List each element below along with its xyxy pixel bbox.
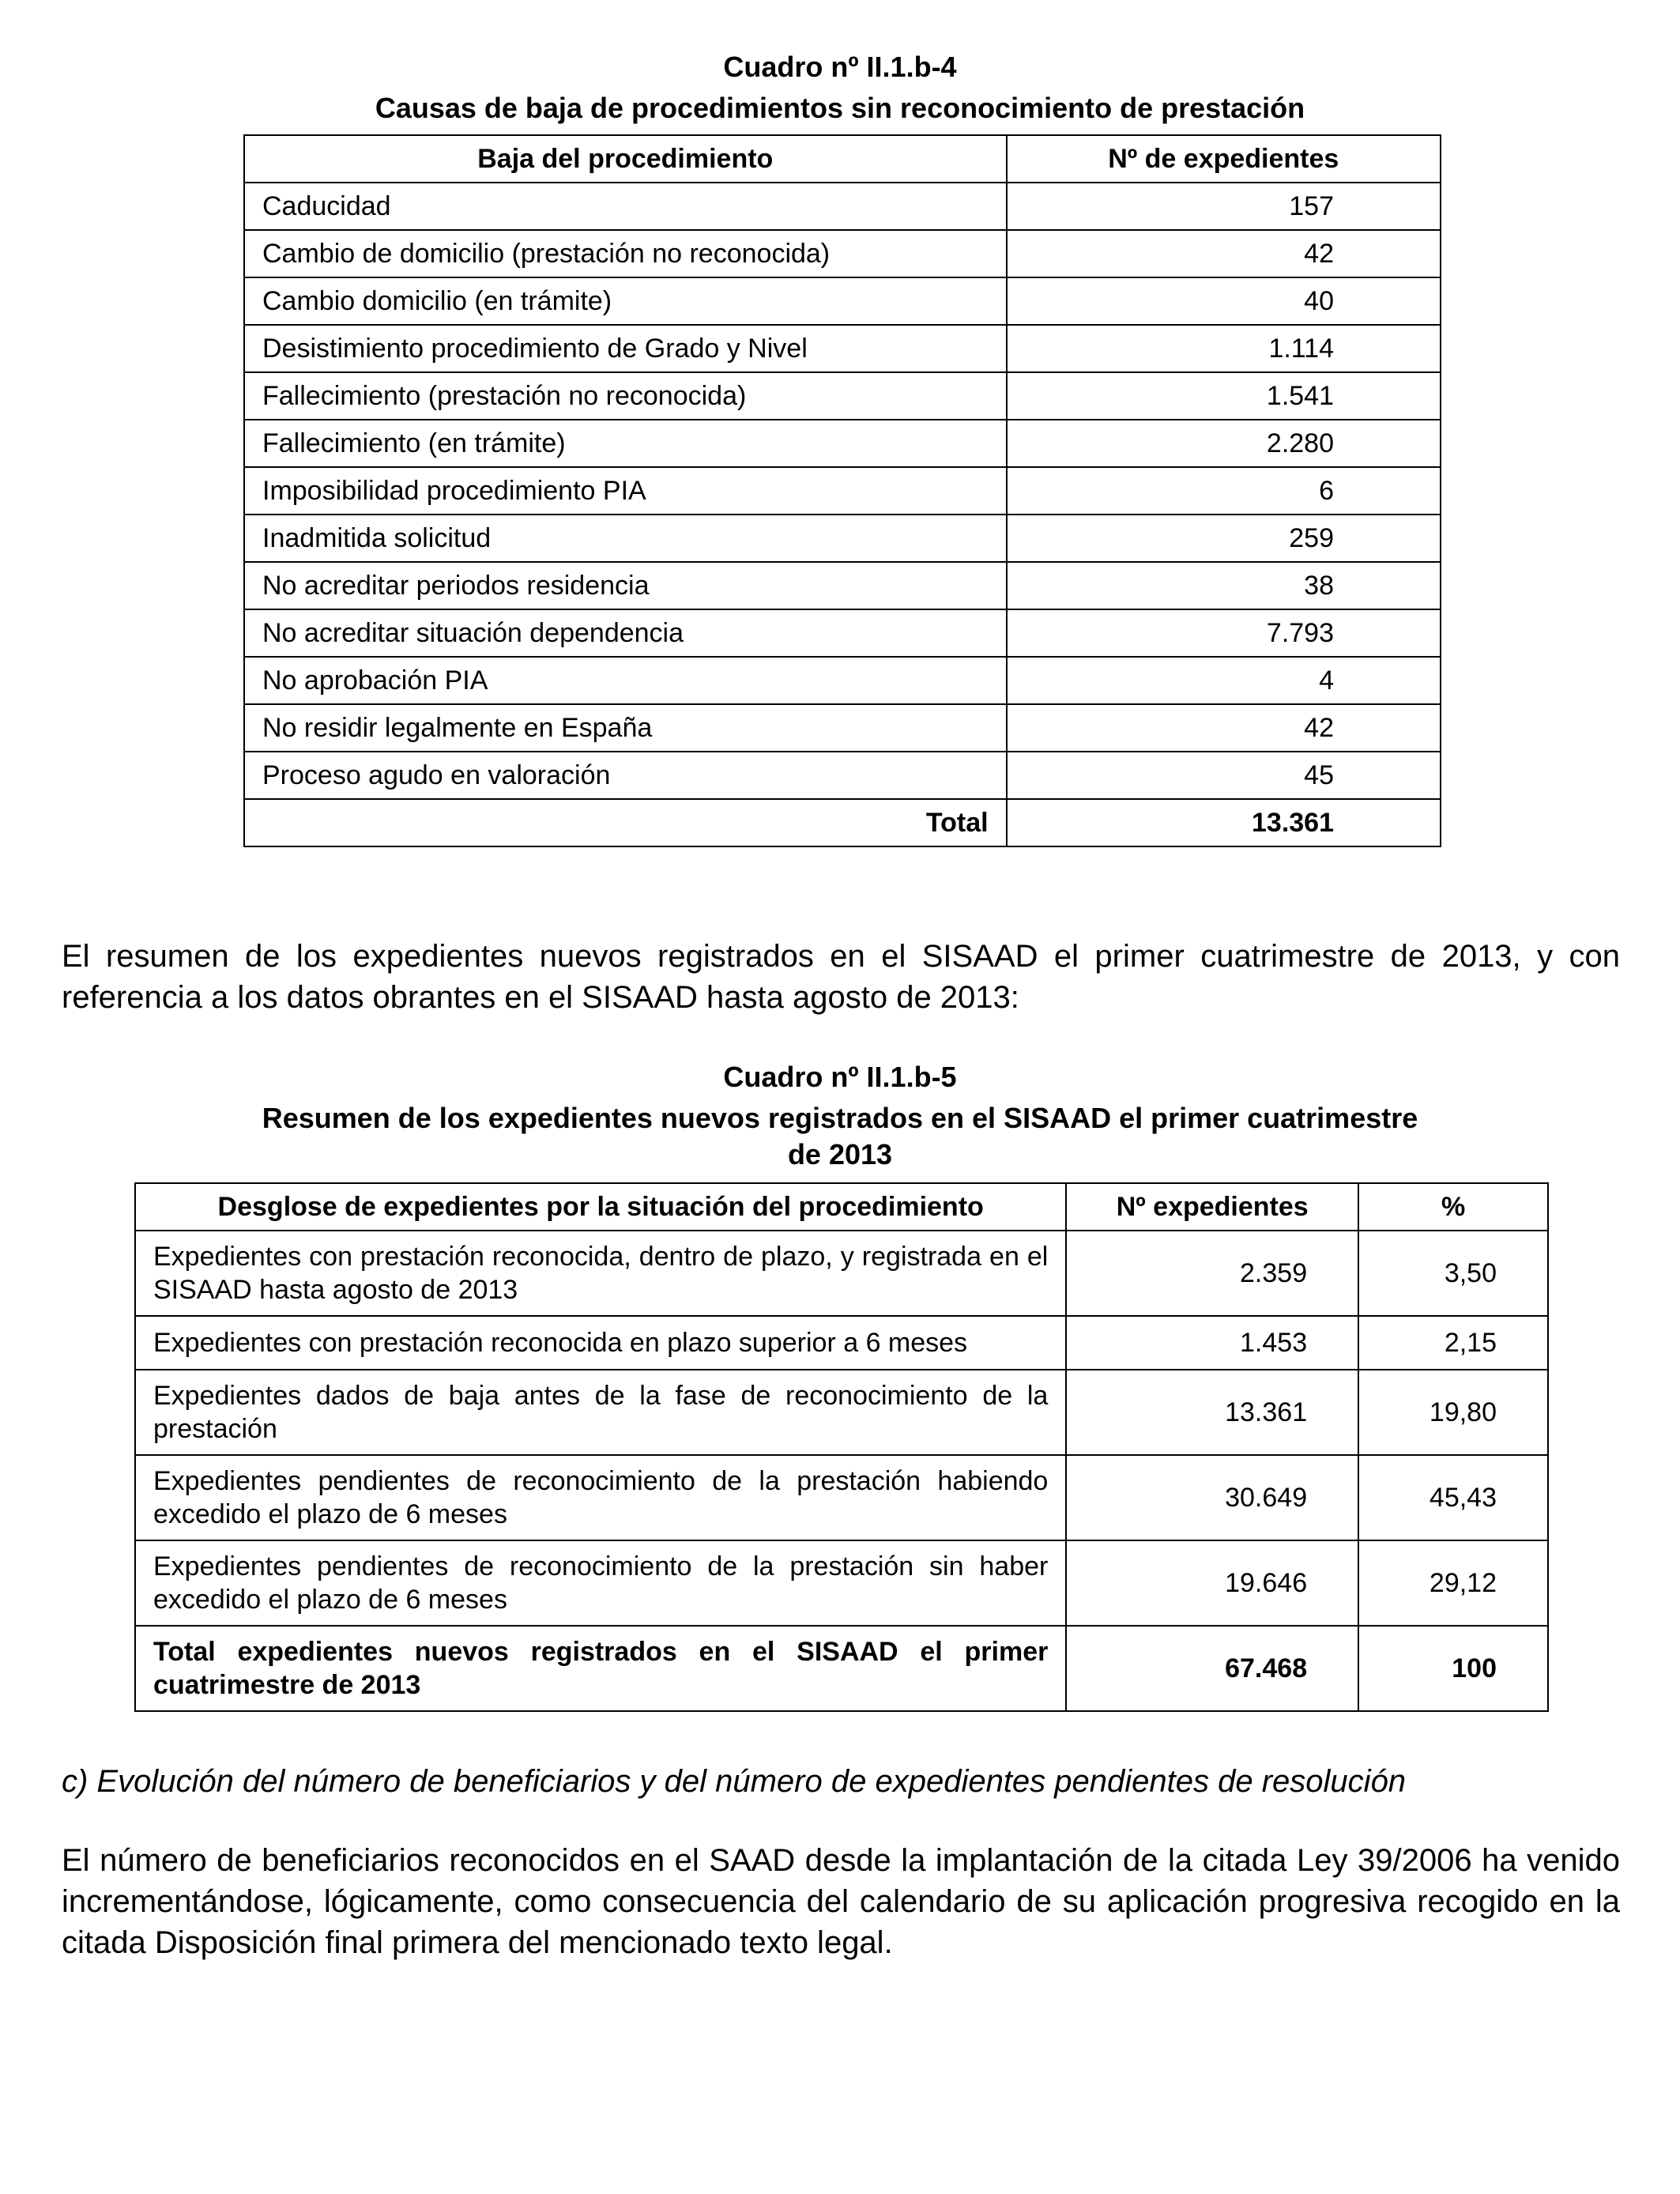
table5-total-percent: 100 (1358, 1626, 1548, 1711)
table-row (244, 562, 1441, 609)
row-label: Inadmitida solicitud (244, 515, 1007, 562)
table-row (135, 1455, 1548, 1540)
row-label: Fallecimiento (en trámite) (244, 420, 1007, 467)
row-value: 259 (1007, 515, 1441, 562)
table-row (244, 657, 1441, 704)
row-value: 45 (1007, 752, 1441, 799)
table4-total-value: 13.361 (1007, 799, 1441, 846)
table5-total-value: 67.468 (1066, 1626, 1358, 1711)
row-percent: 45,43 (1358, 1455, 1548, 1540)
table4-caption-number: Cuadro nº II.1.b-4 (723, 51, 957, 83)
row-percent: 19,80 (1358, 1370, 1548, 1455)
table5-caption-title-line2: de 2013 (787, 1138, 893, 1171)
row-value: 6 (1007, 467, 1441, 515)
table5-caption-number: Cuadro nº II.1.b-5 (723, 1061, 957, 1093)
table-row (244, 515, 1441, 562)
table4-causas-baja (243, 134, 1441, 847)
table4-total-row (244, 799, 1441, 846)
row-label: Expedientes con prestación reconocida en plazo superior a 6 meses (135, 1316, 1066, 1370)
row-value: 40 (1007, 277, 1441, 325)
row-value: 2.280 (1007, 420, 1441, 467)
table-row (135, 1231, 1548, 1316)
row-label: Caducidad (244, 183, 1007, 230)
row-percent: 3,50 (1358, 1231, 1548, 1316)
row-value: 19.646 (1066, 1540, 1358, 1626)
table-row (244, 420, 1441, 467)
row-value: 1.453 (1066, 1316, 1358, 1370)
table5-header-expedientes: Nº expedientes (1066, 1183, 1358, 1231)
row-label: Expedientes pendientes de reconocimiento de la prestación habiendo excedido el plazo de 6 meses (135, 1455, 1066, 1540)
table-row (244, 277, 1441, 325)
table5-header-row (135, 1183, 1548, 1231)
row-value: 4 (1007, 657, 1441, 704)
table-row (244, 609, 1441, 657)
table-row (135, 1540, 1548, 1626)
table5-total-row (135, 1626, 1548, 1711)
table5-resumen-expedientes (134, 1182, 1549, 1712)
row-value: 157 (1007, 183, 1441, 230)
table-row (135, 1370, 1548, 1455)
row-percent: 29,12 (1358, 1540, 1548, 1626)
row-label: No acreditar situación dependencia (244, 609, 1007, 657)
final-paragraph: El número de beneficiarios reconocidos en el SAAD desde la implantación de la citada Ley 39/2006 ha venido incrementándose, lógicamente, como consecuencia del calendario de su aplicación progresiva recogido en la citada Disposición final primera del mencionado texto legal. (62, 1843, 1620, 1960)
table5-caption-title-line1: Resumen de los expedientes nuevos registrados en el SISAAD el primer cuatrimestre (262, 1102, 1418, 1134)
row-value: 13.361 (1066, 1370, 1358, 1455)
table-row (244, 325, 1441, 372)
table-row (135, 1316, 1548, 1370)
row-label: Fallecimiento (prestación no reconocida) (244, 372, 1007, 420)
table5-header-percent: % (1358, 1183, 1548, 1231)
row-label: No acreditar periodos residencia (244, 562, 1007, 609)
table-row (244, 230, 1441, 277)
row-value: 1.114 (1007, 325, 1441, 372)
row-value: 42 (1007, 704, 1441, 752)
section-heading: c) Evolución del número de beneficiarios y del número de expedientes pendientes de resolución (62, 1764, 1407, 1799)
table-row (244, 372, 1441, 420)
row-label: No residir legalmente en España (244, 704, 1007, 752)
row-label: Cambio de domicilio (prestación no reconocida) (244, 230, 1007, 277)
table-row (244, 183, 1441, 230)
table4-total-label: Total (244, 799, 1007, 846)
row-label: Proceso agudo en valoración (244, 752, 1007, 799)
table4-header-row (244, 135, 1441, 183)
table-row (244, 704, 1441, 752)
row-value: 7.793 (1007, 609, 1441, 657)
row-value: 30.649 (1066, 1455, 1358, 1540)
row-label: No aprobación PIA (244, 657, 1007, 704)
table4-header-baja: Baja del procedimiento (244, 135, 1007, 183)
table-row (244, 467, 1441, 515)
row-label: Cambio domicilio (en trámite) (244, 277, 1007, 325)
row-value: 38 (1007, 562, 1441, 609)
row-label: Desistimiento procedimiento de Grado y Nivel (244, 325, 1007, 372)
table-row (244, 752, 1441, 799)
intro-paragraph: El resumen de los expedientes nuevos registrados en el SISAAD el primer cuatrimestre de 2013, y con referencia a los datos obrantes en el SISAAD hasta agosto de 2013: (62, 939, 1620, 1015)
row-label: Imposibilidad procedimiento PIA (244, 467, 1007, 515)
row-label: Expedientes dados de baja antes de la fase de reconocimiento de la prestación (135, 1370, 1066, 1455)
row-label: Expedientes pendientes de reconocimiento de la prestación sin haber excedido el plazo de 6 meses (135, 1540, 1066, 1626)
row-percent: 2,15 (1358, 1316, 1548, 1370)
table4-header-expedientes: Nº de expedientes (1007, 135, 1441, 183)
row-value: 2.359 (1066, 1231, 1358, 1316)
table5-total-label: Total expedientes nuevos registrados en el SISAAD el primer cuatrimestre de 2013 (135, 1626, 1066, 1711)
table4-caption-title: Causas de baja de procedimientos sin reconocimiento de prestación (375, 92, 1305, 124)
row-value: 1.541 (1007, 372, 1441, 420)
row-value: 42 (1007, 230, 1441, 277)
table5-header-desglose: Desglose de expedientes por la situación del procedimiento (135, 1183, 1066, 1231)
row-label: Expedientes con prestación reconocida, dentro de plazo, y registrada en el SISAAD hasta agosto de 2013 (135, 1231, 1066, 1316)
